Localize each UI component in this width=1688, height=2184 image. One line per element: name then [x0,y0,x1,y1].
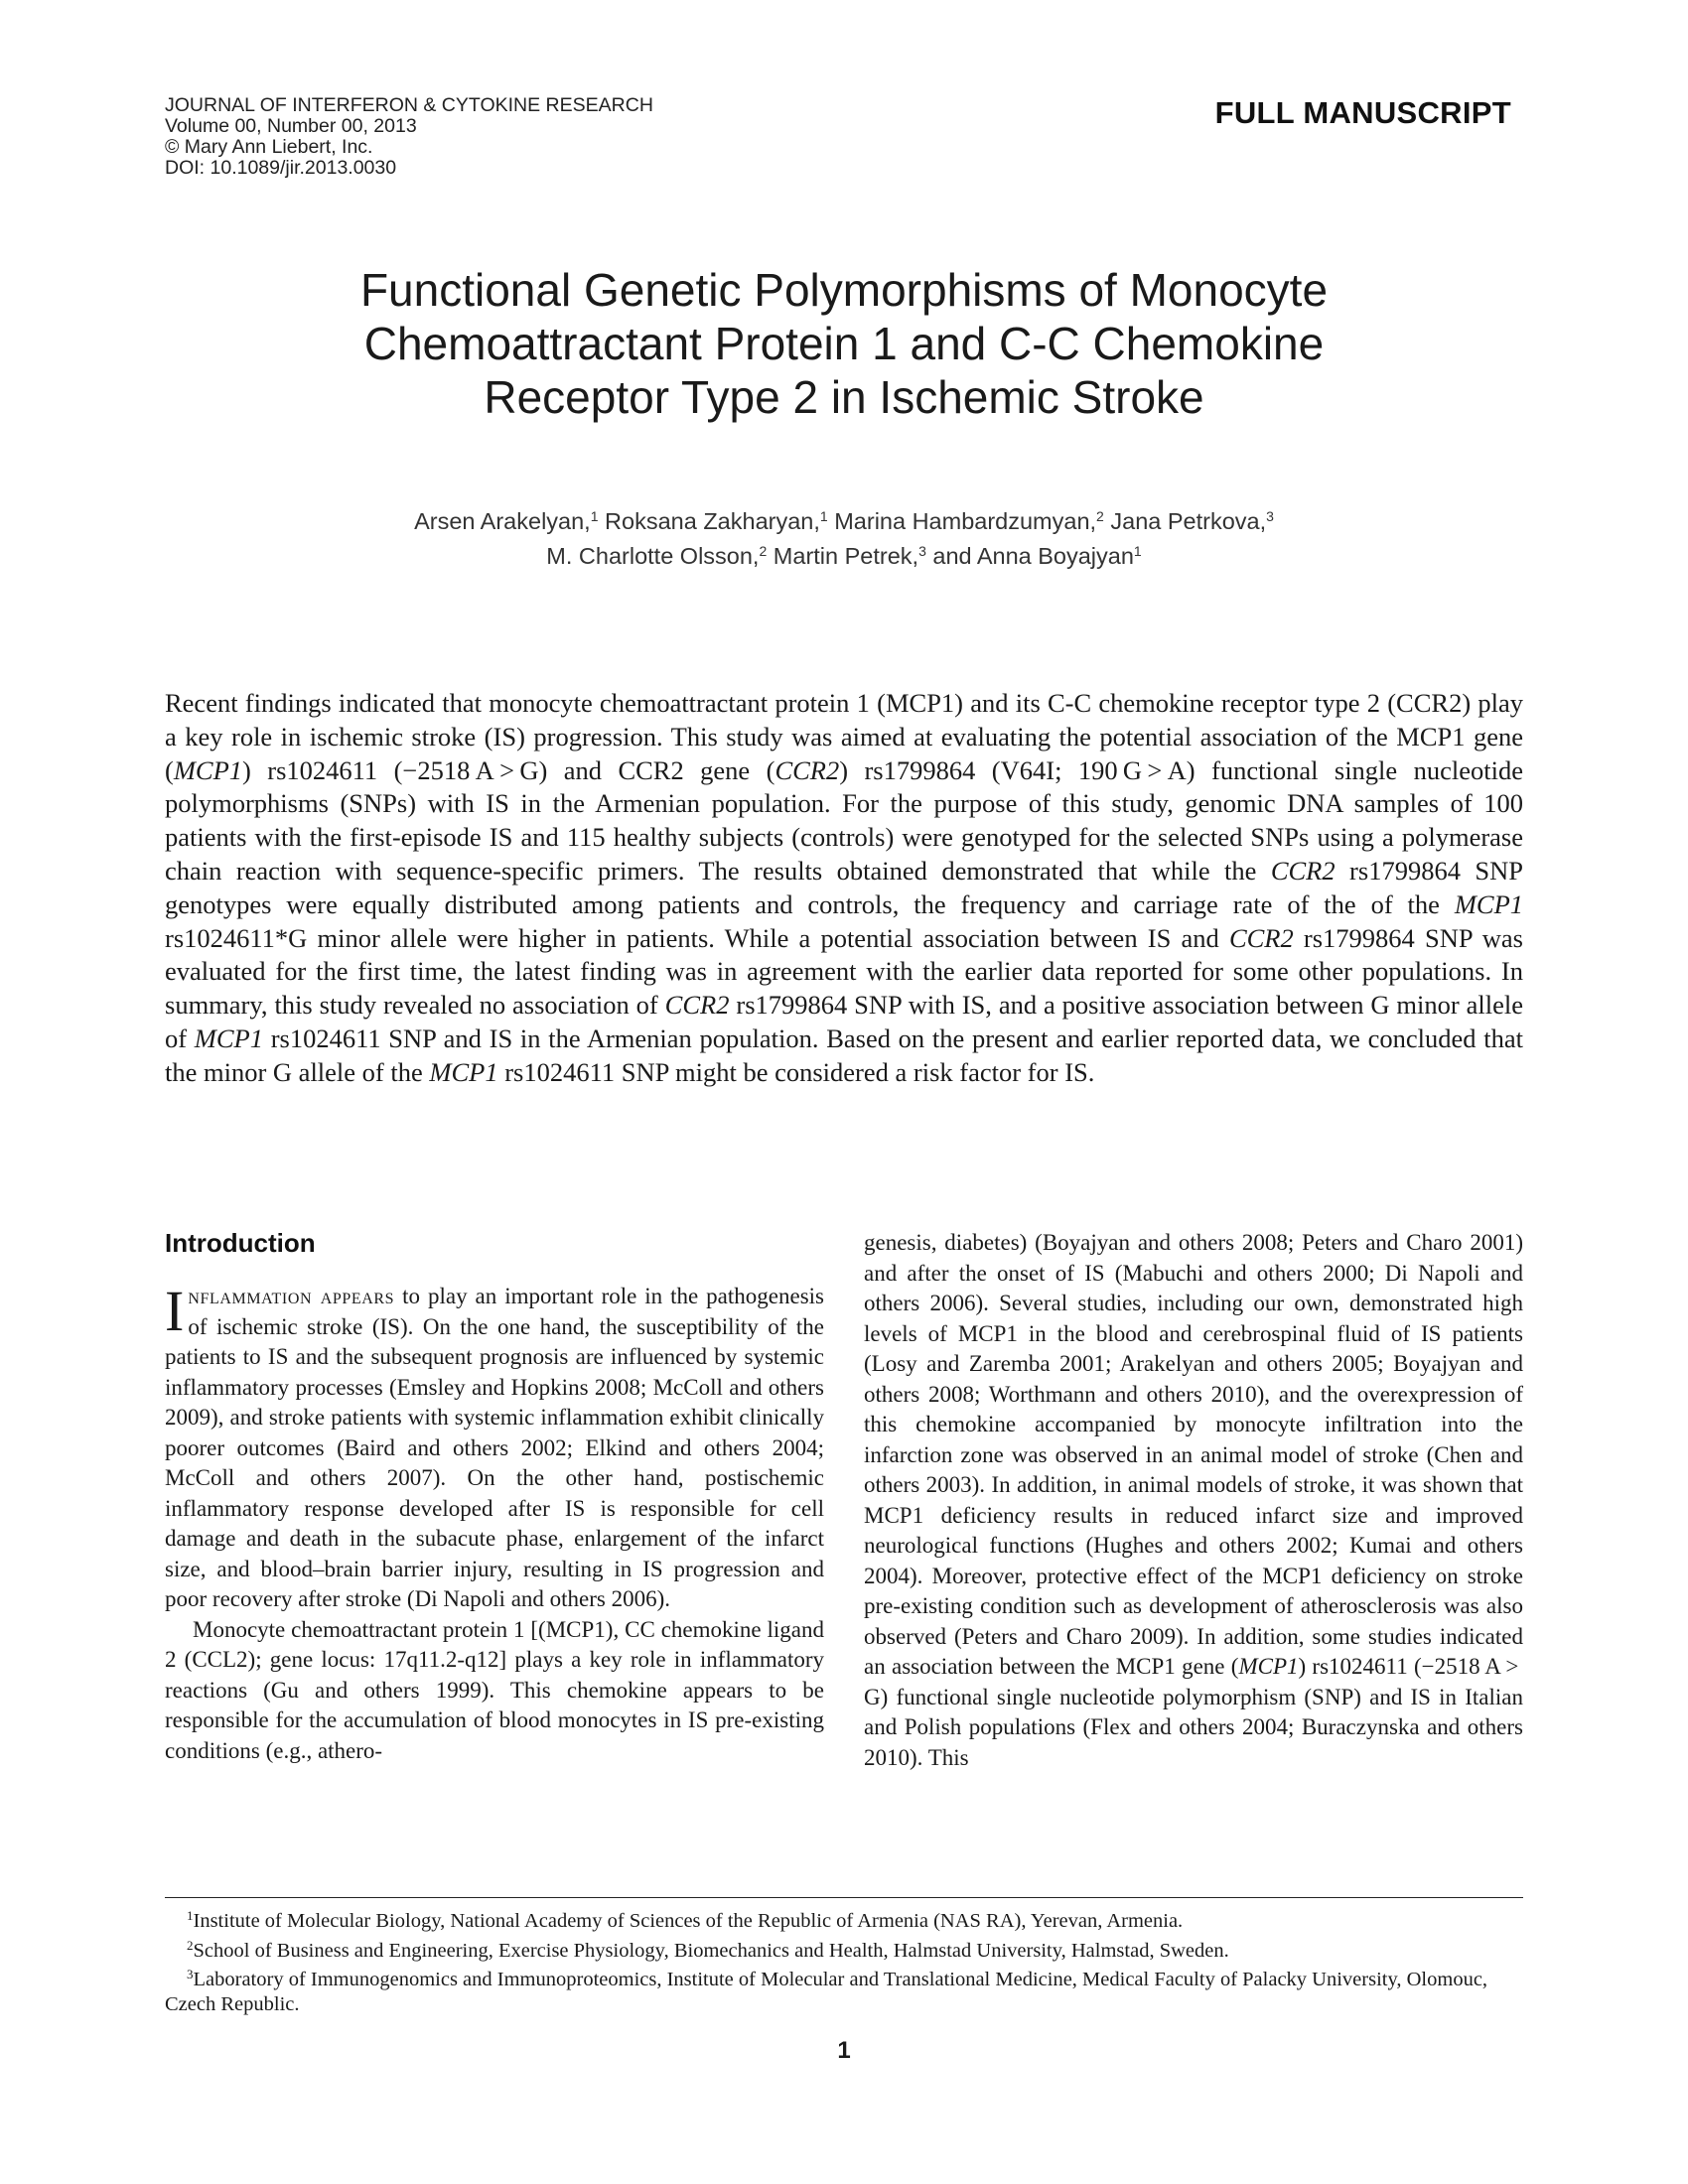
author-line [199,536,1489,571]
paragraph-text: to play an important role in the pathogenesis of ischemic stroke (IS). On the one hand, the susceptibility of the patients to IS and the subsequent prognosis are influenced by systemic inflammatory processes (Emsley and Hopkins 2008; McColl and others 2009), and stroke patients with systemic inflammation exhibit clinically poorer outcomes (Baird and others 2002; Elkind and others 2004; McColl and others 2007). On the other hand, postischemic inflammatory response developed after IS is responsible for cell damage and death in the subacute phase, enlargement of the infarct size, and blood–brain barrier injury, resulting in IS progression and poor recovery after stroke (Di Napoli and others 2006). [165,1284,824,1611]
drop-cap: I [165,1279,185,1343]
author-name: Arsen Arakelyan, [414,508,591,534]
author-name: Jana Petrkova, [1103,508,1267,534]
journal-volume: Volume 00, Number 00, 2013 [165,115,417,137]
page-number: 1 [837,2037,851,2064]
abstract [165,687,1523,1090]
footnote-mark: 2 [187,1937,194,1953]
gene-name: MCP1 [1238,1654,1299,1679]
author-name: and Anna Boyajyan [925,543,1134,569]
gene-name: CCR2 [1270,855,1336,886]
abstract-segment: rs1799864 SNP genotypes were equally distributed among patients and controls, the frequency and carriage rate of the of the [165,855,1523,919]
footnote-text: Institute of Molecular Biology, National Academy of Sciences of the Republic of Armenia (NAS RA), Yerevan, Armenia. [193,1910,1184,1932]
body-column-right [864,1228,1523,1773]
intro-paragraph [864,1228,1523,1773]
footnote-mark: 3 [187,1967,194,1981]
abstract-segment: rs1799864 SNP was evaluated for the first time, the latest finding was in agreement with the earlier data reported for some other populations. In summary, this study revealed no association of [165,922,1523,1021]
abstract-segment: rs1024611 SNP might be considered a risk factor for IS. [497,1056,1095,1087]
paragraph-text: ) rs1024611 (−2518 A > G) functional single nucleotide polymorphism (SNP) and IS in Italian and Polish populations (Flex and others 2004; Buraczynska and others 2010). This [864,1654,1523,1770]
paragraph-text: genesis, diabetes) (Boyajyan and others 2008; Peters and Charo 2001) and after the onset of IS (Mabuchi and others 2000; Di Napoli and others 2006). Several studies, including our own, demonstrated high levels of MCP1 in the blood and cerebrospinal fluid of IS patients (Losy and Zaremba 2001; Arakelyan and others 2005; Boyajyan and others 2008; Worthmann and others 2010), and the overexpression of this chemokine accompanied by monocyte infiltration into the infarction zone was observed in an animal model of stroke (Chen and others 2003). In addition, in animal models of stroke, it was shown that MCP1 deficiency results in reduced infarct size and improved neurological functions (Hughes and others 2002; Kumai and others 2004). Moreover, protective effect of the MCP1 deficiency on stroke pre-existing condition such as development of atherosclerosis was also observed (Peters and Charo 2009). In addition, some studies indicated an association between the MCP1 gene ( [864,1230,1523,1679]
footnote [165,1904,1523,1934]
manuscript-type-label: FULL MANUSCRIPT [1214,95,1511,130]
journal-name: JOURNAL OF INTERFERON & CYTOKINE RESEARCH [165,94,653,116]
title-line: Functional Genetic Polymorphisms of Monocyte [359,264,1329,316]
gene-name: MCP1 [194,1023,263,1053]
abstract-segment: rs1799864 SNP with IS, and a positive association between G minor allele of [165,990,1523,1053]
author-name: Marina Hambardzumyan, [827,508,1097,534]
journal-copyright: © Mary Ann Liebert, Inc. [165,136,373,158]
abstract-text [165,687,1523,1090]
lead-in-smallcaps: nflammation appears [188,1284,395,1308]
abstract-segment: Recent findings indicated that monocyte chemoattractant protein 1 (MCP1) and its C-C chemokine receptor type 2 (CCR2) play a key role in ischemic stroke (IS) progression. This study was aimed at evaluating the potential association of the MCP1 gene ( [165,688,1523,785]
intro-paragraph: Monocyte chemoattractant protein 1 [(MCP1), CC chemokine ligand 2 (CCL2); gene locus: 17q11.2-q12] plays a key role in inflammatory reactions (Gu and others 1999). This chemokine appears to be responsible for the accumulation of blood monocytes in IS pre-existing conditions (e.g., athero- [165,1616,824,1763]
title-line: Chemoattractant Protein 1 and C-C Chemokine [363,318,1325,369]
title-line: Receptor Type 2 in Ischemic Stroke [484,371,1204,423]
paper-title [218,263,1470,424]
gene-name: CCR2 [774,754,840,785]
author-line [199,501,1489,536]
abstract-segment: rs1024611*G minor allele were higher in patients. While a potential association between IS and [165,922,1229,953]
affiliation-mark: 1 [1133,543,1142,559]
abstract-segment: ) rs1799864 (V64I; 190 G > A) functional single nucleotide polymorphisms (SNPs) with IS in the Armenian population. For the purpose of this study, genomic DNA samples of 100 patients with the first-episode IS and 115 healthy subjects (controls) were genotyped for the selected SNPs using a polymerase chain reaction with sequence-specific primers. The results obtained demonstrated that while the [165,754,1523,886]
gene-name: MCP1 [429,1056,498,1087]
affiliation-mark: 1 [590,508,599,524]
footnote-mark: 1 [187,1908,194,1923]
abstract-segment: rs1024611 SNP and IS in the Armenian population. Based on the present and earlier reported data, we concluded that the minor G allele of the [165,1023,1523,1087]
footnote-text: Laboratory of Immunogenomics and Immunoproteomics, Institute of Molecular and Translational Medicine, Medical Faculty of Palacky University, Olomouc, Czech Republic. [165,1969,1488,2015]
gene-name: MCP1 [1454,888,1523,919]
affiliation-footnotes [165,1904,1523,2016]
gene-name: MCP1 [173,754,243,785]
journal-doi: DOI: 10.1089/jir.2013.0030 [165,157,397,179]
author-name: Martin Petrek, [767,543,919,569]
journal-header [165,95,653,179]
footnote-text: School of Business and Engineering, Exercise Physiology, Biomechanics and Health, Halmstad University, Halmstad, Sweden. [193,1939,1229,1962]
footnote [165,1963,1523,2016]
body-column-left [165,1228,824,1766]
author-name: M. Charlotte Olsson, [546,543,760,569]
affiliation-mark: 3 [1266,508,1274,524]
section-heading: Introduction [165,1228,316,1258]
footnote [165,1934,1523,1964]
affiliation-mark: 3 [918,543,926,559]
affiliation-mark: 2 [1096,508,1104,524]
footnote-divider [165,1897,1523,1898]
affiliation-mark: 2 [759,543,768,559]
affiliation-mark: 1 [819,508,828,524]
gene-name: CCR2 [664,990,730,1021]
abstract-segment: ) rs1024611 (−2518 A > G) and CCR2 gene ( [242,754,775,785]
author-list [199,501,1489,571]
intro-paragraph [165,1279,824,1615]
gene-name: CCR2 [1228,922,1294,953]
author-name: Roksana Zakharyan, [598,508,820,534]
